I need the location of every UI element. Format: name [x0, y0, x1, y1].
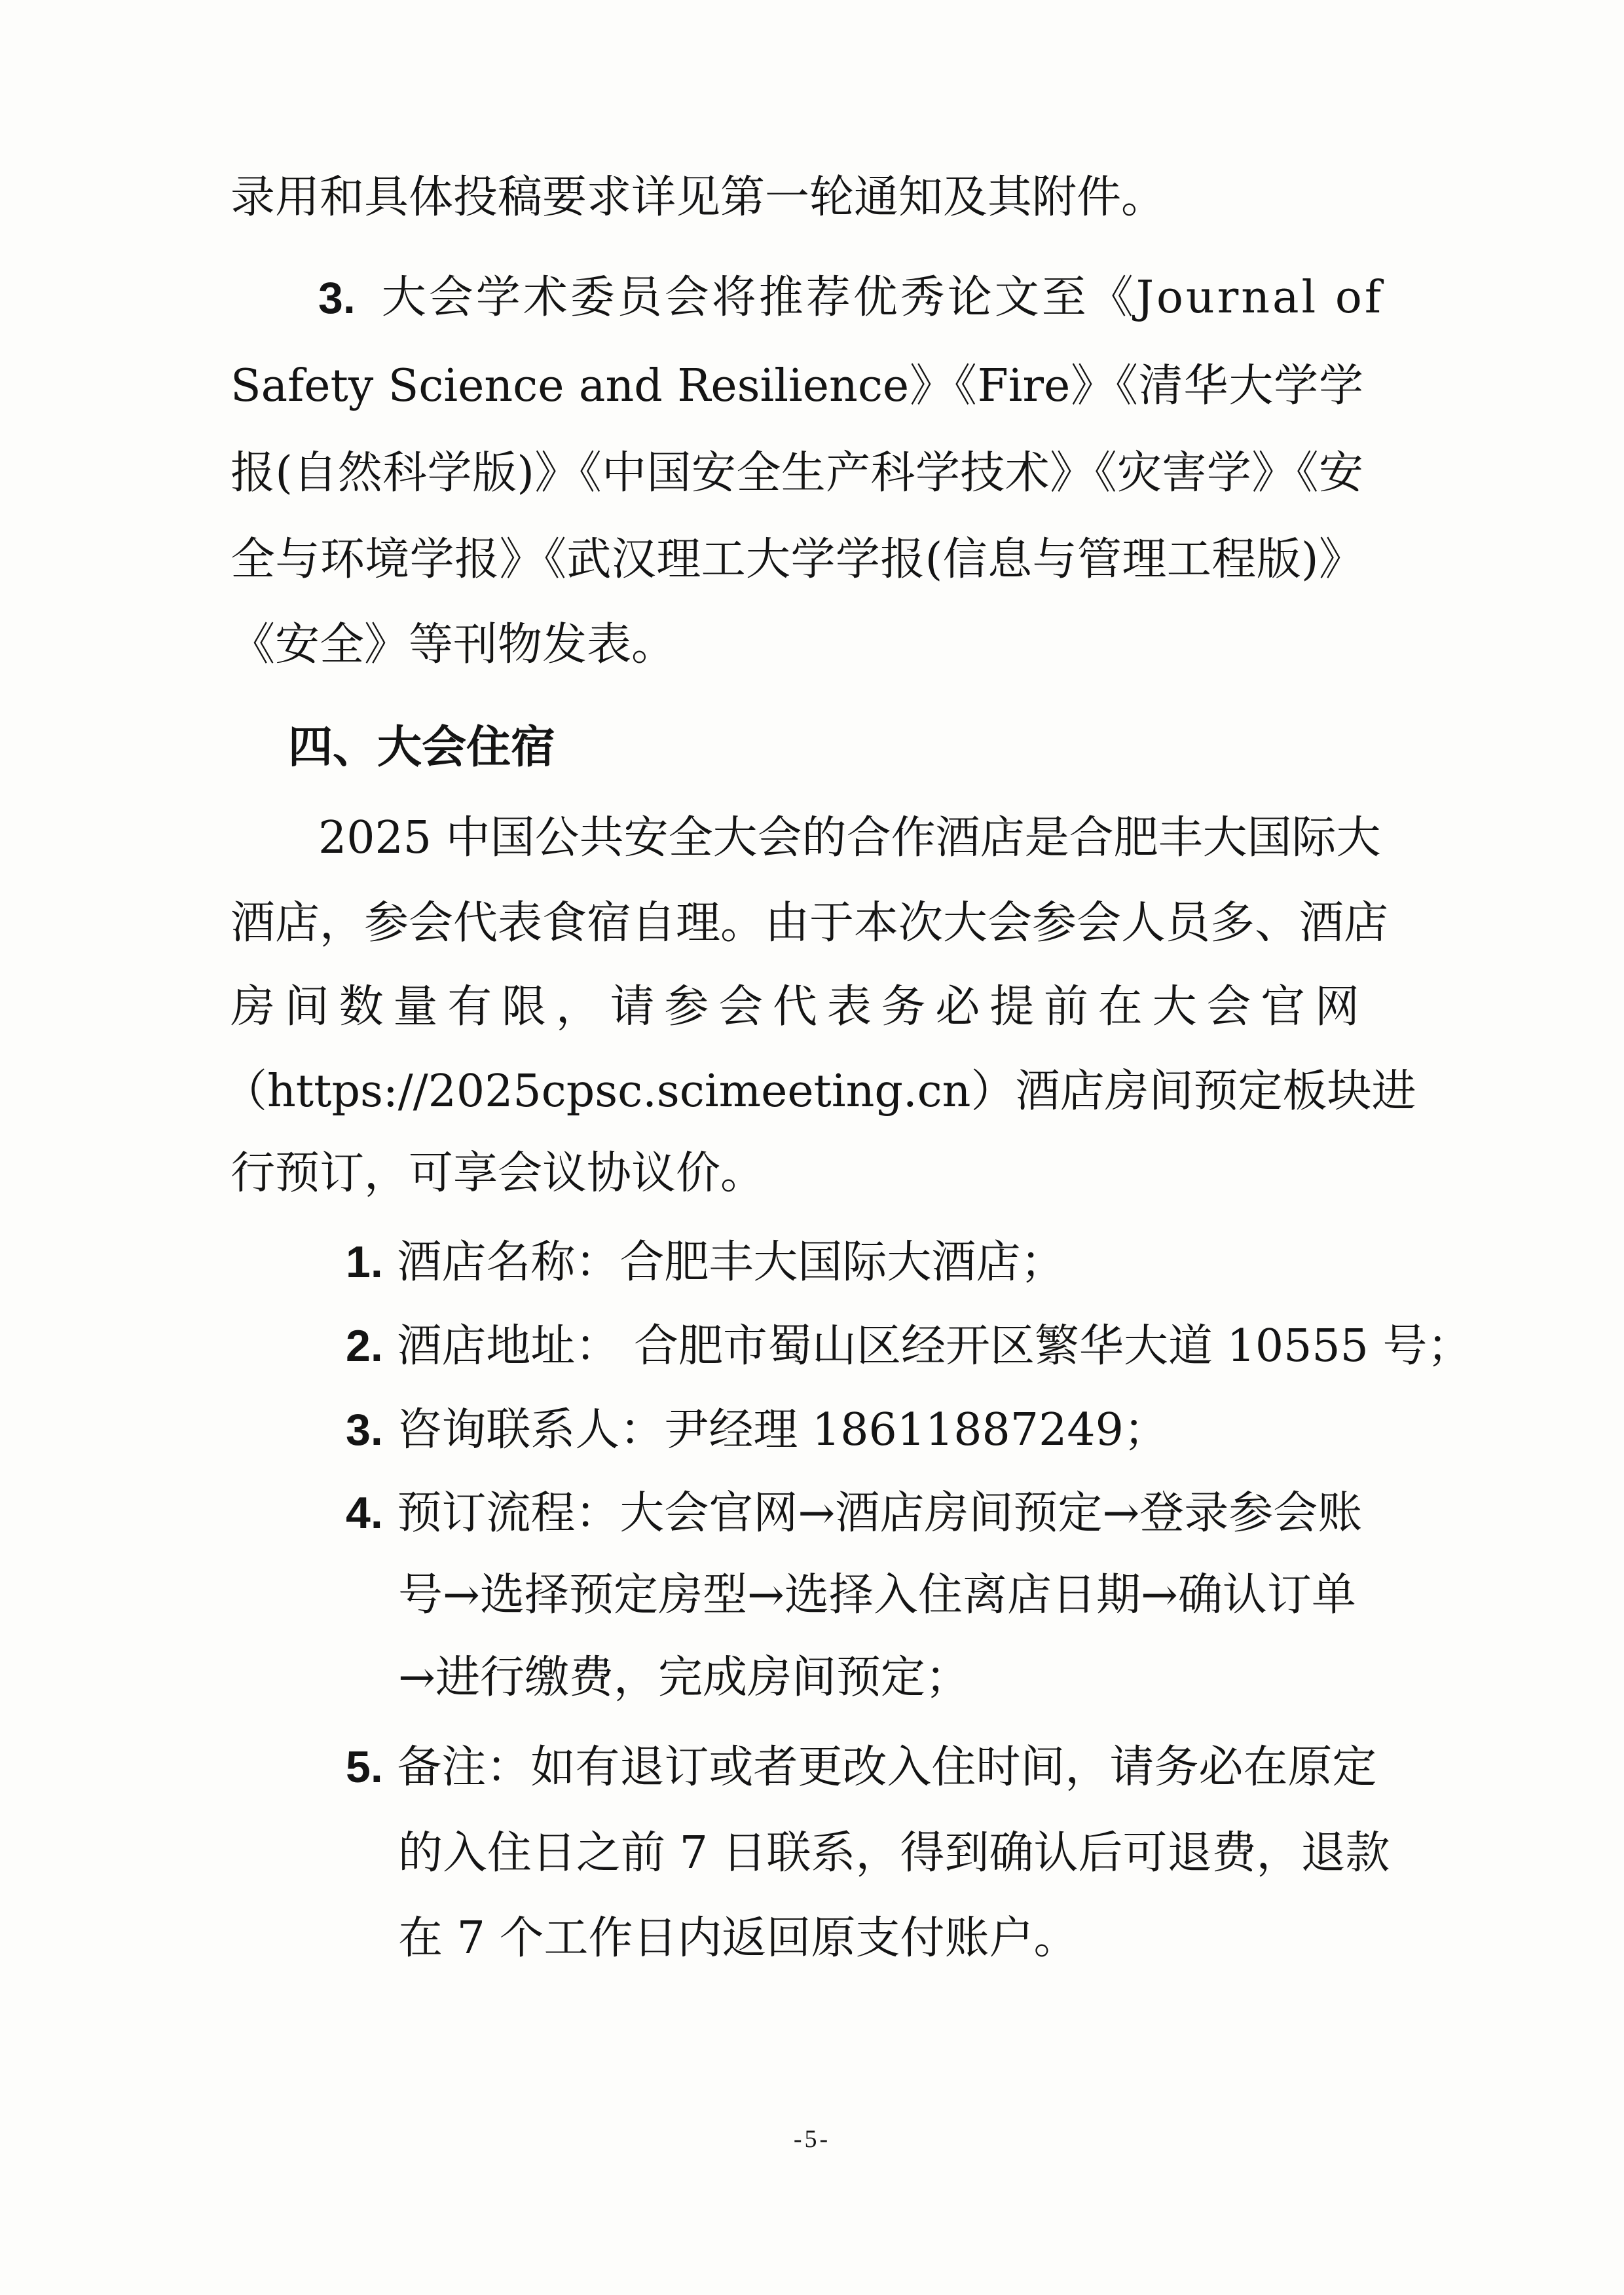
list-item-text: 咨询联系人：尹经理 18611887249； — [397, 1404, 1168, 1456]
list-item-continuation: 的入住日之前 7 日联系，得到确认后可退费，退款 — [398, 1827, 1390, 1879]
paragraph-text: 大会学术委员会将推荐优秀论文至《Journal of — [381, 272, 1384, 324]
paragraph-line: Safety Science and Resilience》《Fire》《清华大学学 — [231, 360, 1363, 412]
list-item-text: 备注：如有退订或者更改入住时间，请务必在原定 — [397, 1742, 1377, 1793]
page-number: -5- — [793, 2125, 831, 2153]
paragraph-line: 录用和具体投稿要求详见第一轮通知及其附件。 — [231, 172, 1166, 223]
list-number: 3. — [346, 1405, 383, 1455]
list-number: 4. — [346, 1488, 383, 1538]
list-item-hotel-address — [346, 1320, 1472, 1372]
list-item-text: 酒店地址： 合肥市蜀山区经开区繁华大道 10555 号； — [397, 1320, 1472, 1372]
list-item-contact — [346, 1404, 1168, 1456]
list-item-hotel-name — [346, 1236, 1065, 1288]
paragraph-line: 《安全》等刊物发表。 — [231, 619, 676, 671]
list-item-text: 预订流程：大会官网→酒店房间预定→登录参会账 — [397, 1487, 1363, 1539]
list-item-continuation: 在 7 个工作日内返回原支付账户。 — [398, 1912, 1079, 1964]
list-number: 2. — [346, 1321, 383, 1371]
paragraph-line: （https://2025cpsc.scimeeting.cn）酒店房间预定板块进 — [223, 1066, 1416, 1117]
list-number: 3. — [318, 273, 356, 323]
paragraph-line: 2025 中国公共安全大会的合作酒店是合肥丰大国际大 — [318, 812, 1381, 864]
section-heading: 四、大会住宿 — [288, 722, 556, 774]
paragraph-line: 全与环境学报》《武汉理工大学学报(信息与管理工程版)》 — [231, 534, 1363, 586]
list-item-continuation: →进行缴费，完成房间预定； — [398, 1652, 970, 1704]
list-item-booking-process — [346, 1487, 1362, 1539]
list-item-text: 酒店名称：合肥丰大国际大酒店； — [397, 1237, 1065, 1288]
list-item-continuation: 号→选择预定房型→选择入住离店日期→确认订单 — [398, 1569, 1356, 1621]
paragraph-line — [318, 272, 1384, 324]
list-number: 1. — [346, 1237, 383, 1287]
paragraph-line: 房间数量有限，请参会代表务必提前在大会官网 — [231, 981, 1363, 1033]
list-number: 5. — [346, 1742, 383, 1792]
paragraph-line: 酒店，参会代表食宿自理。由于本次大会参会人员多、酒店 — [231, 897, 1389, 949]
list-item-remarks — [346, 1741, 1376, 1793]
paragraph-line: 行预订，可享会议协议价。 — [231, 1148, 766, 1199]
paragraph-line: 报(自然科学版)》《中国安全生产科学技术》《灾害学》《安 — [231, 447, 1363, 499]
